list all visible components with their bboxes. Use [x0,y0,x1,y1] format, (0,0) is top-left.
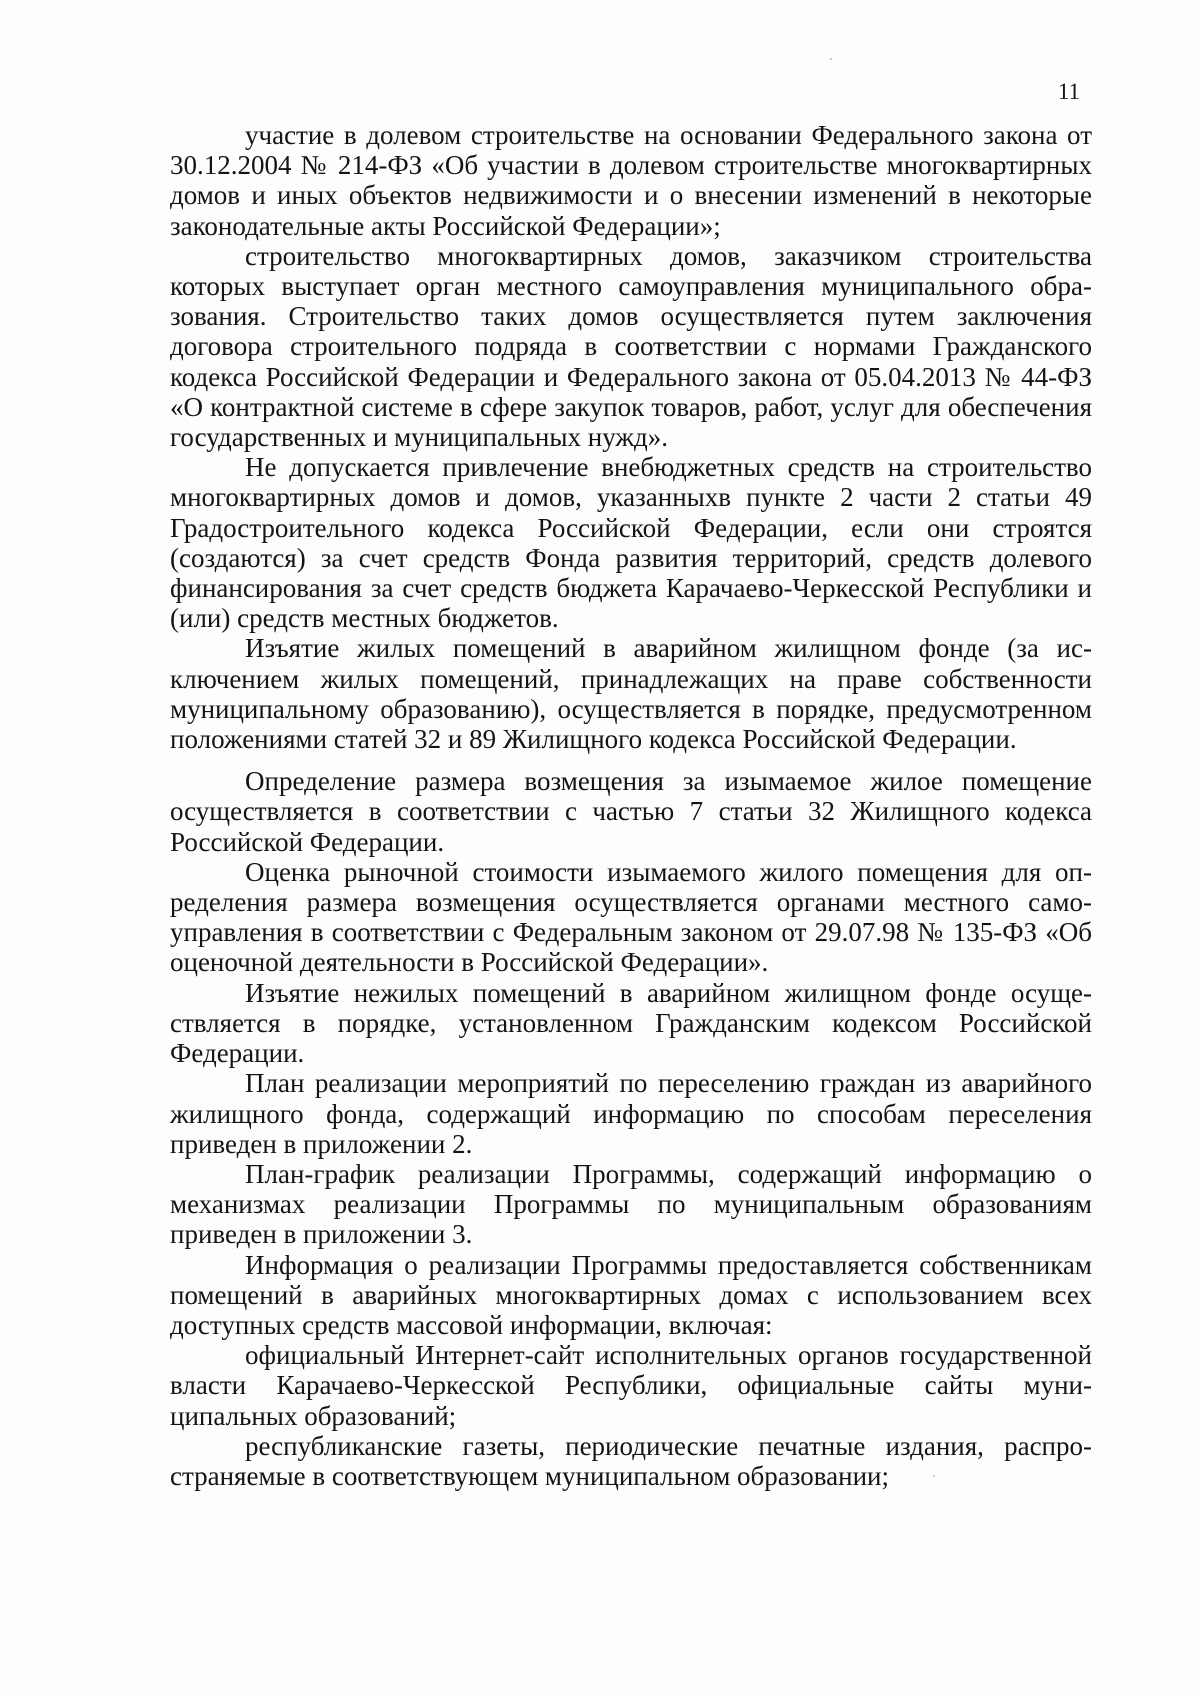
paragraph-program-information: Информация о реализации Программы предоставляется собственникам помещений в аварийных многоквартирных домах с использованием всех доступных средств массовой информации, включая: [170,1249,1092,1340]
paragraph-residential-seizure: Изъятие жилых помещений в аварийном жилищном фонде (за исключением жилых помещений, принадлежащих на праве собственности муниципальному образованию), осуществляется в порядке, предусмотренном положениями статей 32 и 89 Жилищного кодекса Российской Федерации. [170,633,1092,755]
paragraph-newspapers: республиканские газеты, периодические печатные издания, распространяемые в соответствующем муниципальном образовании; [170,1430,1092,1491]
document-body [170,120,1092,1491]
paragraph-compensation-amount: Определение размера возмещения за изымаемое жилое помещение осуществляется в соответствии с частью 7 статьи 32 Жилищного кодекса Российской Федерации. [170,766,1092,857]
paragraph-market-valuation: Оценка рыночной стоимости изымаемого жилого помещения для определения размера возмещения осуществляется органами местного самоуправления в соответствии с Федеральным законом от 29.07.98 № 135-ФЗ «Об оценочной деятельности в Российской Федерации». [170,856,1092,978]
paragraph-official-websites: официальный Интернет-сайт исполнительных органов государственной власти Карачаево-Черкесской Республики, официальные сайты муниципальных образований; [170,1340,1092,1431]
paragraph-resettlement-plan: План реализации мероприятий по переселению граждан из аварийного жилищного фонда, содержащий информацию по способам переселения приведен в приложении 2. [170,1068,1092,1159]
scan-speck [933,1475,935,1477]
scan-speck [830,58,832,60]
paragraph-municipal-construction: строительство многоквартирных домов, заказчиком строительства которых выступает орган местного самоуправления муниципального образования. Строительство таких домов осуществляется путем заключения договора строительного подряда в соответствии с нормами Гражданского кодекса Российской Федерации и Федерального закона от 05.04.2013 № 44-ФЗ «О контрактной системе в сфере закупок товаров, работ, услуг для обеспечения государственных и муниципальных нужд». [170,240,1092,453]
paragraph-schedule-plan: План-график реализации Программы, содержащий информацию о механизмах реализации Программы по муниципальным образованиям приведен в приложении 3. [170,1158,1092,1250]
paragraph-extrabudgetary-funds: Не допускается привлечение внебюджетных средств на строительство многоквартирных домов и домов, указанныхв пункте 2 части 2 статьи 49 Градостроительного кодекса Российской Федерации, если они строятся (создаются) за счет средств Фонда развития территорий, средств долевого финансирования за счет средств бюджета Карачаево-Черкесской Республики и (или) средств местных бюджетов. [170,452,1092,634]
paragraph-shared-construction: участие в долевом строительстве на основании Федерального закона от 30.12.2004 № 214-ФЗ «Об участии в долевом строительстве многоквартирных домов и иных объектов недвижимости и о внесении изменений в некоторые законодательные акты Российской Федерации»; [170,120,1092,241]
page-number: 11 [1057,79,1080,104]
paragraph-nonresidential-seizure: Изъятие нежилых помещений в аварийном жилищном фонде осуществляется в порядке, установленном Гражданским кодексом Российской Федерации. [170,977,1092,1069]
